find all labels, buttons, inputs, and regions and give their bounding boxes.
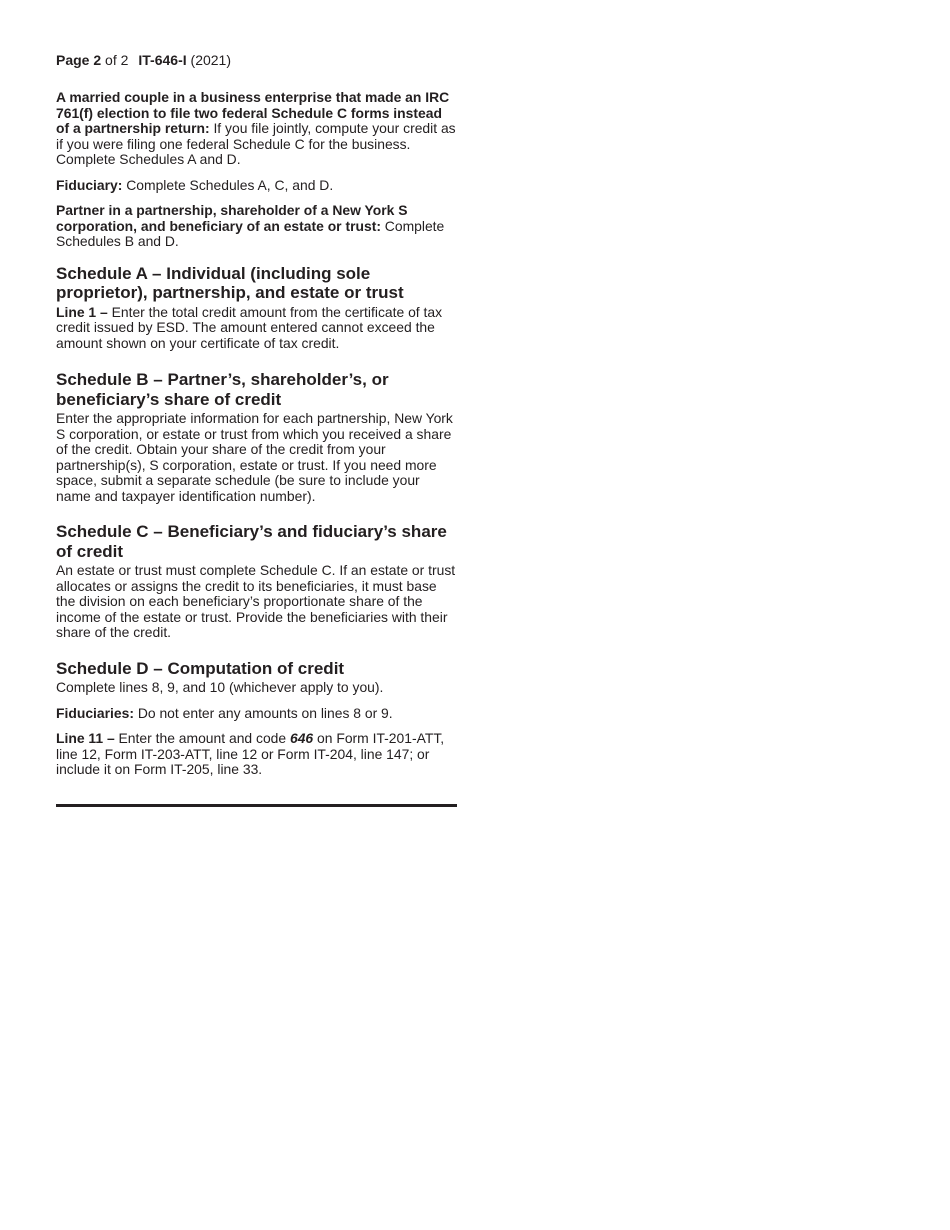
schedule-c-heading: Schedule C – Beneficiary’s and fiduciary’s share of credit xyxy=(56,522,447,561)
schedule-d-fiduciaries xyxy=(56,706,456,722)
fiduciary-text: Complete Schedules A, C, and D. xyxy=(122,176,334,193)
schedule-a-line1 xyxy=(56,305,456,352)
married-couple-lead: A married couple in a business enterprise that made an IRC 761(f) election to file two federal Schedule C forms instead of a partnership return: xyxy=(56,89,450,136)
schedule-c-body: An estate or trust must complete Schedule C. If an estate or trust allocates or assigns the credit to its beneficiaries, it must base the division on each beneficiary’s proportionate share of the income of the estate or trust. Provide the beneficiaries with their share of the credit. xyxy=(56,562,456,640)
schedule-a-heading: Schedule A – Individual (including sole proprietor), partnership, and estate or trust xyxy=(56,263,404,302)
schedule-d-line11 xyxy=(56,731,456,778)
form-year: (2021) xyxy=(190,52,231,68)
schedule-a-section xyxy=(56,264,456,352)
schedule-d-complete-lines: Complete lines 8, 9, and 10 (whichever apply to you). xyxy=(56,679,384,695)
form-id: IT-646-I xyxy=(138,52,187,68)
schedule-b-heading: Schedule B – Partner’s, shareholder’s, or beneficiary’s share of credit xyxy=(56,370,389,409)
schedule-d-line11-lead: Line 11 – xyxy=(56,730,115,746)
page-total: of 2 xyxy=(105,52,129,68)
schedule-d-section xyxy=(56,659,456,778)
page-header xyxy=(56,52,456,69)
schedule-d-line11-text-b: on Form IT-201-ATT, line 12, Form IT-203-ATT, line 12 or Form IT-204, line 147; or include it on Form IT-205, line 33. xyxy=(56,730,445,777)
page-number: Page 2 xyxy=(56,52,102,68)
schedule-d-line11-code: 646 xyxy=(289,730,314,746)
fiduciary-paragraph xyxy=(56,178,456,194)
married-couple-text: If you file jointly, compute your credit as if you were filing one federal Schedule C for the business. Complete Schedules A and D. xyxy=(56,120,456,167)
fiduciary-lead: Fiduciary: xyxy=(56,176,123,193)
schedule-d-line11-text-a: Enter the amount and code xyxy=(114,730,290,746)
partner-text: Complete Schedules B and D. xyxy=(56,217,445,249)
schedule-a-line1-text: Enter the total credit amount from the certificate of tax credit issued by ESD. The amount entered cannot exceed the amount shown on your certificate of tax credit. xyxy=(56,303,443,351)
schedule-d-heading: Schedule D – Computation of credit xyxy=(56,658,345,678)
schedule-c-section xyxy=(56,522,456,641)
instructions-column xyxy=(56,52,456,778)
schedule-b-body: Enter the appropriate information for each partnership, New York S corporation, or estate or trust from which you received a share of the credit. Obtain your share of the credit from your partnership(s), S corporation, estate or trust. If you need more space, submit a separate schedule (be sure to include your name and taxpayer identification number). xyxy=(56,410,453,504)
schedule-b-section xyxy=(56,370,456,504)
schedule-a-line1-lead: Line 1 – xyxy=(56,303,108,320)
schedule-d-fiduciaries-lead: Fiduciaries: xyxy=(56,704,134,721)
section-end-rule xyxy=(56,804,457,807)
partner-paragraph xyxy=(56,203,456,250)
schedule-d-fiduciaries-text: Do not enter any amounts on lines 8 or 9. xyxy=(133,704,393,721)
partner-lead: Partner in a partnership, shareholder of a New York S corporation, and beneficiary of an estate or trust: xyxy=(56,202,408,234)
married-couple-paragraph xyxy=(56,90,456,168)
